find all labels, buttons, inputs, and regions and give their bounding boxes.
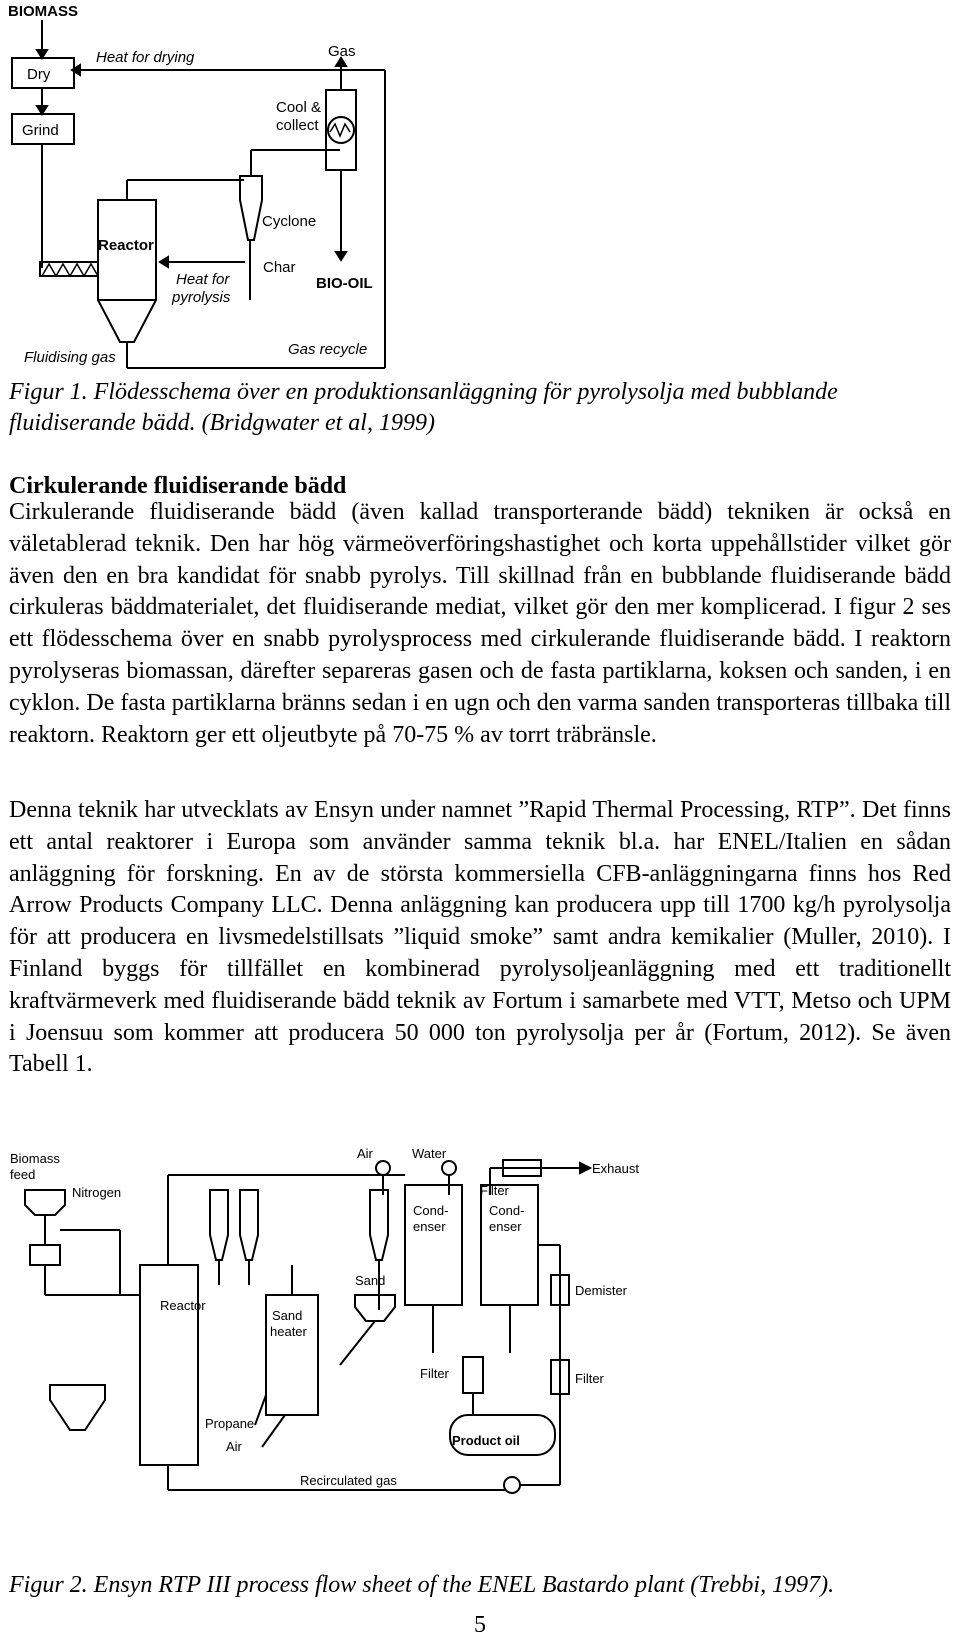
biomass-hopper xyxy=(25,1190,65,1215)
cyclone xyxy=(240,176,262,240)
label-reactor: Reactor xyxy=(98,237,154,254)
label-heat-pyrolysis-2: pyrolysis xyxy=(172,289,231,306)
label-grind: Grind xyxy=(22,122,59,139)
label-biomass-feed-2: feed xyxy=(10,1167,36,1182)
label-water: Water xyxy=(412,1146,447,1161)
cyclone-1 xyxy=(210,1190,228,1260)
cyclone-3 xyxy=(370,1190,388,1260)
label-recirculated-gas: Recirculated gas xyxy=(300,1473,397,1488)
label-sand-heater-2: heater xyxy=(270,1324,307,1339)
label-gas: Gas xyxy=(328,43,356,60)
page-number: 5 xyxy=(474,1612,486,1638)
label-air-bottom: Air xyxy=(226,1439,242,1454)
figure-2-diagram xyxy=(0,1135,960,1565)
recirculation-pump xyxy=(504,1477,520,1493)
label-exhaust: Exhaust xyxy=(592,1161,639,1176)
label-reactor: Reactor xyxy=(160,1298,206,1313)
label-air-top: Air xyxy=(357,1146,373,1161)
figure-2-caption: Figur 2. Ensyn RTP III process flow sheet of the ENEL Bastardo plant (Trebbi, 1997). xyxy=(9,1572,835,1598)
label-demister: Demister xyxy=(575,1283,628,1298)
label-heat-for-drying: Heat for drying xyxy=(96,49,195,66)
label-condenser2-2: enser xyxy=(489,1219,522,1234)
sand-hopper xyxy=(355,1295,395,1321)
paragraph-1: Cirkulerande fluidiserande bädd (även kallad transporterande bädd) tekniken är också en väletablerad teknik. Den har hög värmeöverföringshastighet och korta uppehållstider vilket gör även den en bra kandidat för snabb pyrolys. Till skillnad från en bubblande fluidiserande bädd cirkuleras bäddmaterialet, det fluidiserande mediat, vilket gör den mer komplicerad. I figur 2 ses ett flödesschema över en snabb pyrolysprocess med cirkulerande fluidiserande bädd. I reaktorn pyrolyseras biomassan, därefter separeras gasen och de fasta partiklarna, koksen och sanden, i en cyklon. De fasta partiklarna bränns sedan i en ugn och den varma sanden transporteras tillbaka till reaktorn. Reaktorn ger ett oljeutbyte på 70-75 % av torrt träbränsle. xyxy=(9,499,951,748)
label-filter-top: Filter xyxy=(480,1183,509,1198)
label-nitrogen: Nitrogen xyxy=(72,1185,122,1200)
figure-2 xyxy=(0,1135,960,1565)
label-char: Char xyxy=(263,259,296,276)
label-biomass-feed-1: Biomass xyxy=(10,1151,60,1166)
label-gas-recycle: Gas recycle xyxy=(288,341,368,358)
label-heat-pyrolysis-1: Heat for xyxy=(176,271,230,288)
label-cyclone: Cyclone xyxy=(262,213,317,230)
label-sand-heater-1: Sand xyxy=(272,1308,303,1323)
filter-mid-box xyxy=(463,1357,483,1393)
label-bio-oil: BIO-OIL xyxy=(316,275,373,292)
section-heading: Cirkulerande fluidiserande bädd xyxy=(9,473,347,499)
reactor-column xyxy=(140,1265,198,1465)
label-cool-collect-1: Cool & xyxy=(276,99,322,116)
label-condenser1-2: enser xyxy=(413,1219,446,1234)
label-fluidising-gas: Fluidising gas xyxy=(24,349,116,366)
figure-1 xyxy=(0,0,420,380)
label-sand: Sand xyxy=(355,1273,386,1288)
label-filter-right: Filter xyxy=(575,1371,604,1386)
label-propane: Propane xyxy=(205,1416,255,1431)
label-dry: Dry xyxy=(27,66,51,83)
paragraph-2: Denna teknik har utvecklats av Ensyn under namnet ”Rapid Thermal Processing, RTP”. Det finns ett antal reaktorer i Europa som använder samma teknik bl.a. har ENEL/Italien en sådan anläggning för forskning. En av de största kommersiella CFB-anläggningarna finns hos Red Arrow Products Company LLC. Denna anläggning kan producera upp till 1700 kg/h pyrolysolja för att producera en livsmedelstillsats ”liquid smoke” samt andra kemikalier (Muller, 2010). I Finland byggs för tillfället en kombinerad pyrolysoljeanläggning med ett traditionellt kraftvärmeverk med fluidiserande bädd teknik av Fortum i samarbete med VTT, Metso och UPM i Joensuu som kommer att producera 50 000 ton pyrolysolja per år (Fortum, 2012). Se även Tabell 1. xyxy=(9,797,951,1078)
reactor-vessel xyxy=(98,200,156,342)
figure-1-diagram xyxy=(0,0,420,380)
label-product-oil: Product oil xyxy=(452,1433,520,1448)
label-filter-mid: Filter xyxy=(420,1366,449,1381)
label-condenser2-1: Cond- xyxy=(489,1203,525,1218)
label-condenser1-1: Cond- xyxy=(413,1203,449,1218)
label-cool-collect-2: collect xyxy=(276,117,319,134)
label-biomass: BIOMASS xyxy=(8,3,79,20)
cyclone-2 xyxy=(240,1190,258,1260)
figure-1-caption: Figur 1. Flödesschema över en produktionsanläggning för pyrolysolja med bubblande fluidiserande bädd. (Bridgwater et al, 1999) xyxy=(9,379,838,436)
